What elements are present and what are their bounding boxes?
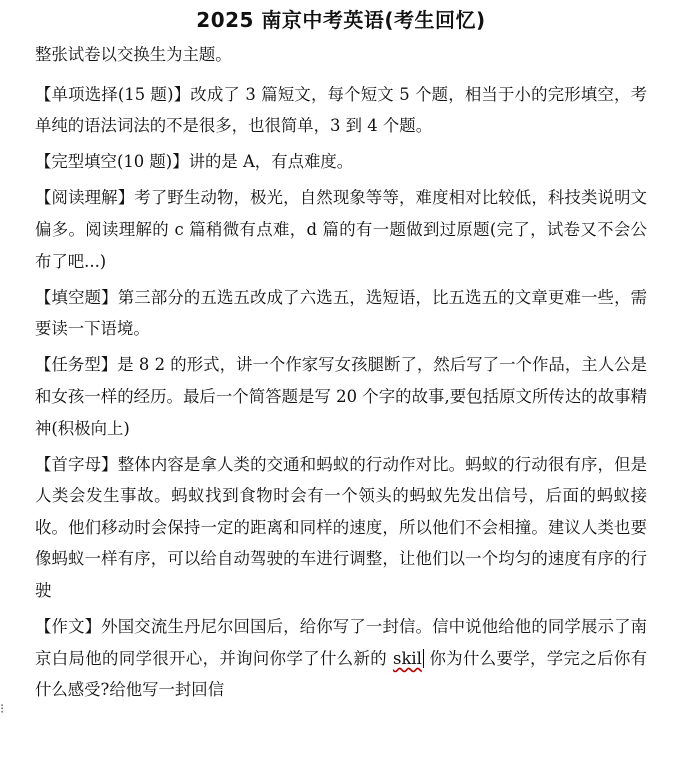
section-fill-blank [35, 282, 647, 345]
section-text: 讲的是 A，有点难度。 [188, 152, 354, 172]
section-text: 第三部分的五选五改成了六选五，选短语，比五选五的文章更难一些，需要读一下语境。 [35, 287, 648, 339]
section-text: 改成了 3 篇短文，每个短文 5 个题，相当于小的完形填空，考单纯的语法词法的不是很多，也很简单，3 到 4 个题。 [35, 84, 647, 136]
spellcheck-word[interactable]: skil [387, 649, 424, 668]
section-reading [35, 182, 647, 277]
intro-paragraph: 整张试卷以交换生为主题。 [35, 45, 232, 64]
margin-marker: ⁝ [0, 702, 5, 717]
section-label: 【填空题】 [35, 287, 118, 307]
section-label: 【单项选择(15 题)】 [35, 84, 191, 104]
section-cloze [35, 146, 647, 178]
section-label: 【任务型】 [35, 355, 118, 375]
section-text-continued: 你为什么要学，学完之后你有什么感受?给他写一封回信 [35, 648, 648, 700]
section-task-based [35, 349, 647, 444]
section-text: 考了野生动物，极光，自然现象等等，难度相对比较低，科技类说明文偏多。阅读理解的 c 篇稍微有点难，d 篇的有一题做到过原题(完了，试卷又不会公布了吧...) [35, 188, 648, 271]
section-text: 整体内容是拿人类的交通和蚂蚁的行动作对比。蚂蚁的行动很有序，但是人类会发生事故。蚂蚁找到食物时会有一个领头的蚂蚁先发出信号，后面的蚂蚁接收。他们移动时会保持一定的距离和同样的速度，所以他们不会相撞。建议人类也要像蚂蚁一样有序，可以给自动驾驶的车进行调整，让他们以一个均匀的速度有序的行驶 [35, 454, 648, 600]
section-single-choice [35, 79, 647, 142]
section-label: 【阅读理解】 [35, 188, 135, 208]
page-title: 2025 南京中考英语(考生回忆) [196, 8, 486, 32]
section-text: 是 8 2 的形式，讲一个作家写女孩腿断了，然后写了一个作品，主人公是和女孩一样的经历。最后一个简答题是写 20 个字的故事,要包括原文所传达的故事精神(积极向上) [35, 355, 647, 438]
section-label: 【完型填空(10 题)】 [35, 152, 189, 172]
document-body [35, 39, 647, 710]
section-text: 外国交流生丹尼尔回国后，给你写了一封信。信中说他给他的同学展示了南京白局他的同学很开心，并询问你学了什么新的 [35, 617, 648, 668]
section-label: 【作文】 [35, 617, 102, 637]
section-essay [35, 611, 647, 706]
section-initial-letter [35, 449, 647, 607]
section-label: 【首字母】 [35, 454, 118, 474]
